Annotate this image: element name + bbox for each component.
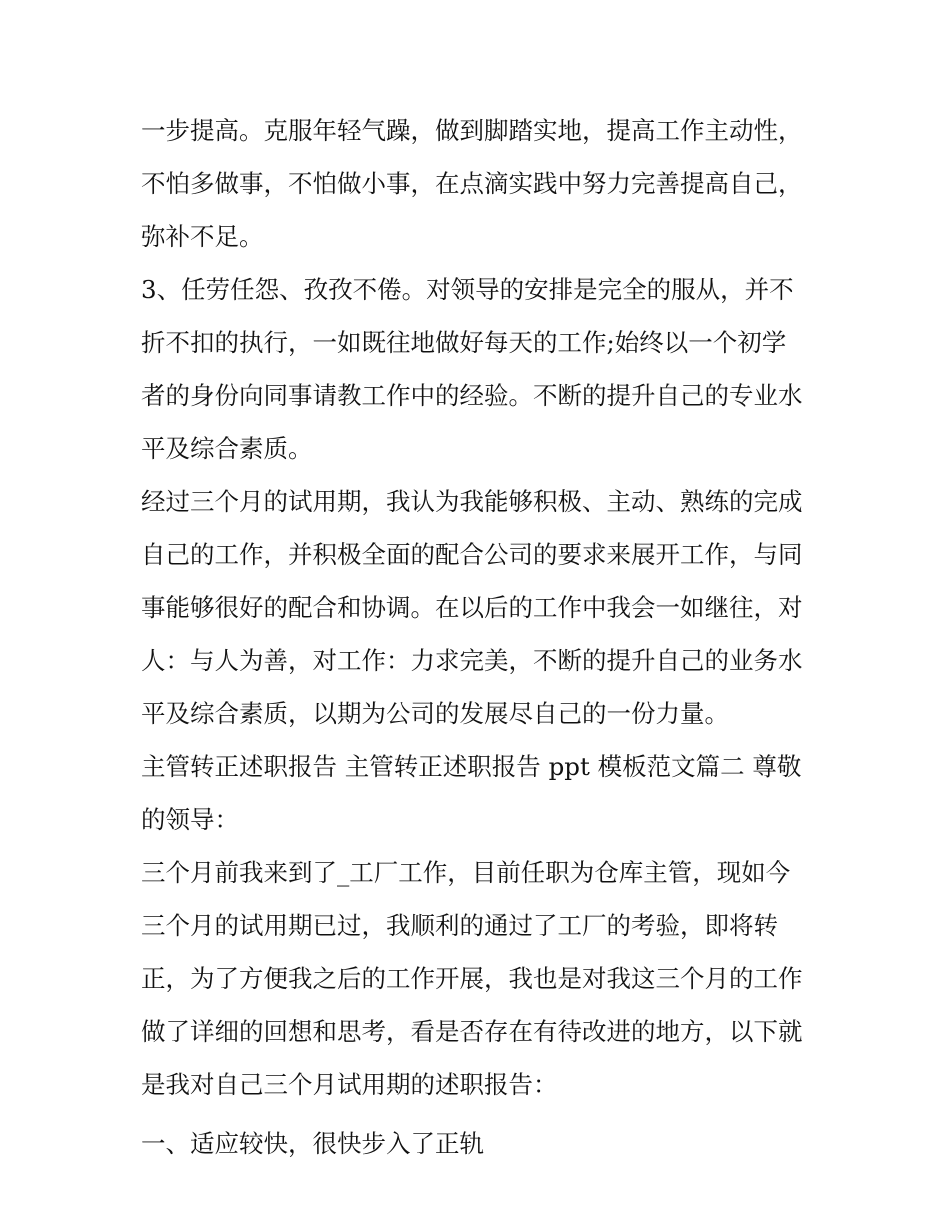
text-line: 3、任劳任怨、孜孜不倦。对领导的安排是完全的服从，并不 bbox=[141, 275, 794, 304]
document-body bbox=[141, 104, 821, 1170]
text-line: 是我对自己三个月试用期的述职报告： bbox=[141, 1070, 558, 1099]
text-line: 三个月的试用期已过，我顺利的通过了工厂的考验，即将转 bbox=[141, 911, 778, 940]
section-title-line: 主管转正述职报告 主管转正述职报告 ppt 模板范文篇二 尊敬 bbox=[141, 752, 802, 781]
text-line: 经过三个月的试用期，我认为我能够积极、主动、熟练的完成 bbox=[141, 487, 803, 516]
text-line: 平及综合素质，以期为公司的发展尽自己的一份力量。 bbox=[141, 699, 729, 728]
text-line: 弥补不足。 bbox=[141, 222, 264, 251]
text-line: 人：与人为善，对工作：力求完美，不断的提升自己的业务水 bbox=[141, 646, 803, 675]
text-line: 不怕多做事，不怕做小事，在点滴实践中努力完善提高自己， bbox=[141, 169, 803, 198]
text-line: 自己的工作，并积极全面的配合公司的要求来展开工作，与同 bbox=[141, 540, 803, 569]
text-line: 事能够很好的配合和协调。在以后的工作中我会一如继往，对 bbox=[141, 593, 803, 622]
section-title-line: 的领导： bbox=[141, 805, 239, 834]
subheading-line: 一、适应较快，很快步入了正轨 bbox=[141, 1129, 484, 1158]
text-line: 三个月前我来到了_工厂工作，目前任职为仓库主管，现如今 bbox=[141, 858, 791, 887]
text-line: 折不扣的执行，一如既往地做好每天的工作;始终以一个初学 bbox=[141, 328, 787, 357]
text-line: 一步提高。克服年轻气躁，做到脚踏实地，提高工作主动性， bbox=[141, 116, 803, 145]
text-line: 正，为了方便我之后的工作开展，我也是对我这三个月的工作 bbox=[141, 964, 803, 993]
text-line: 平及综合素质。 bbox=[141, 434, 313, 463]
text-line: 做了详细的回想和思考，看是否存在有待改进的地方，以下就 bbox=[141, 1017, 803, 1046]
text-line: 者的身份向同事请教工作中的经验。不断的提升自己的专业水 bbox=[141, 381, 803, 410]
